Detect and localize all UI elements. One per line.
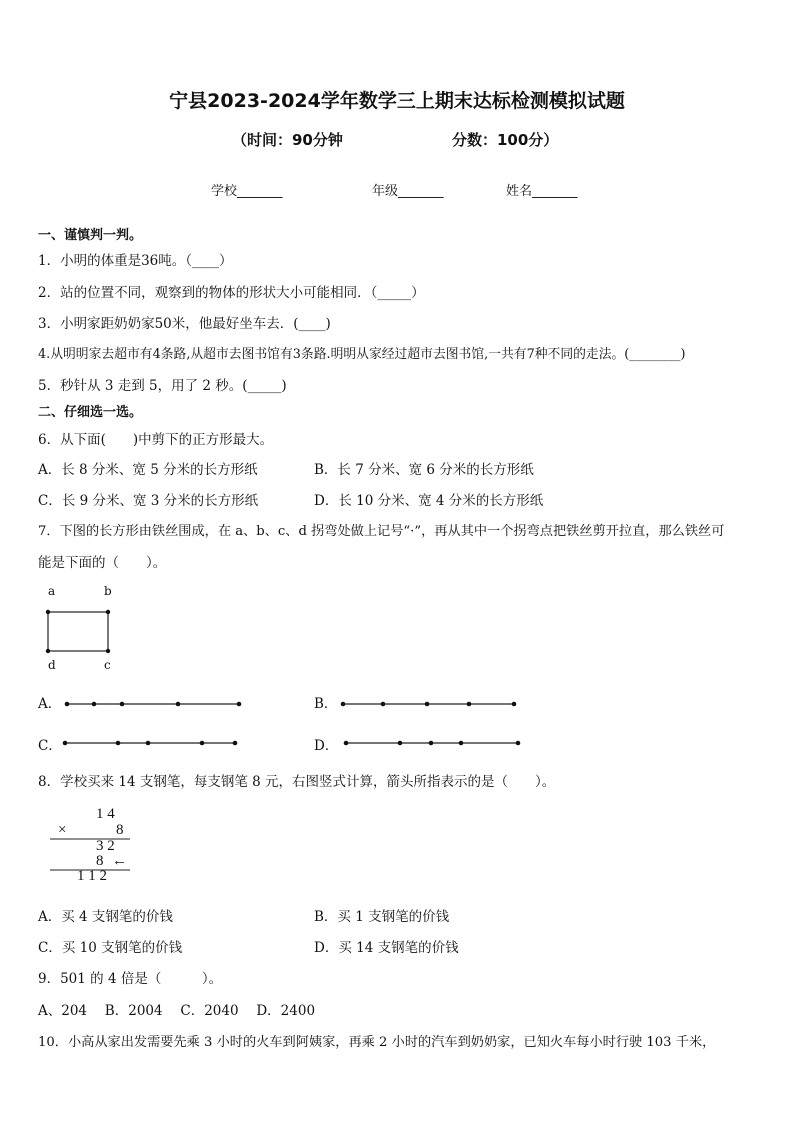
question-2: 2．站的位置不同，观察到的物体的形状大小可能相同．（_____） (38, 285, 425, 301)
q7-option-b-line (340, 699, 520, 709)
q6-option-d: D．长 10 分米、宽 4 分米的长方形纸 (314, 493, 544, 509)
exam-time: （时间：90分钟 (232, 131, 343, 149)
question-3: 3．小明家距奶奶家50米，他最好坐车去．(____) (38, 316, 331, 332)
q8-option-d: D．买 14 支钢笔的价钱 (314, 940, 459, 956)
q6-option-b: B．长 7 分米、宽 6 分米的长方形纸 (314, 462, 534, 478)
page-title: 宁县2023-2024学年数学三上期末达标检测模拟试题 (169, 90, 625, 112)
question-8: 8．学校买来 14 支钢笔，每支钢笔 8 元，右图竖式计算，箭头所指表示的是（ ）。 (38, 774, 556, 790)
q9-options: A、204 B．2004 C．2040 D．2400 (38, 1003, 316, 1019)
q7-option-b-label: B． (314, 696, 338, 712)
section-2-title: 二、仔细选一选。 (38, 405, 143, 420)
q8-option-c: C．买 10 支钢笔的价钱 (38, 940, 183, 956)
label-c: c (104, 658, 111, 672)
question-7-line1: 7．下图的长方形由铁丝围成，在 a、b、c、d 拐弯处做上记号“·”，再从其中一个拐弯点把铁丝剪开拉直，那么铁丝可 (38, 524, 725, 539)
vertical-row-1: 1 4 (96, 806, 115, 822)
q7-option-d-label: D． (314, 738, 339, 754)
question-1: 1．小明的体重是36吨。（____） (38, 253, 233, 269)
vertical-arrow: ← (112, 853, 127, 869)
label-b: b (104, 584, 112, 598)
section-1-title: 一、谨慎判一判。 (38, 228, 143, 243)
question-5: 5．秒针从 3 走到 5，用了 2 秒。(_____) (38, 378, 287, 394)
q8-option-a: A．买 4 支钢笔的价钱 (38, 909, 173, 925)
q7-option-d-line (343, 738, 523, 748)
name-field: 姓名_______ (506, 184, 578, 199)
question-4: 4.从明明家去超市有4条路,从超市去图书馆有3条路.明明从家经过超市去图书馆,一共有7种不同的走法。(________) (38, 347, 686, 362)
q6-option-a: A．长 8 分米、宽 5 分米的长方形纸 (38, 462, 258, 478)
q7-option-c-label: C． (38, 738, 62, 754)
vertical-line-1 (50, 838, 140, 840)
q7-option-a-label: A． (38, 696, 62, 712)
q8-option-b: B．买 1 支钢笔的价钱 (314, 909, 450, 925)
exam-score: 分数：100分） (452, 131, 559, 149)
label-d: d (48, 658, 56, 672)
school-field: 学校_______ (211, 184, 283, 199)
question-7-line2: 能是下面的（ ）。 (38, 555, 167, 571)
grade-field: 年级_______ (372, 184, 444, 199)
vertical-row-2: 8 (116, 822, 124, 838)
q7-option-c-line (62, 738, 242, 748)
vertical-times-sign: × (58, 822, 67, 838)
rectangle-figure (44, 608, 114, 658)
question-9: 9．501 的 4 倍是（ ）。 (38, 971, 223, 987)
q7-option-a-line (64, 699, 244, 709)
vertical-row-5: 1 1 2 (77, 868, 107, 884)
question-10: 10．小高从家出发需要先乘 3 小时的火车到阿姨家，再乘 2 小时的汽车到奶奶家，已知火车每小时行驶 103 千米， (38, 1035, 716, 1050)
vertical-row-3: 3 2 (96, 838, 115, 854)
label-a: a (48, 584, 56, 598)
question-6: 6．从下面( )中剪下的正方形最大。 (38, 432, 274, 448)
q6-option-c: C．长 9 分米、宽 3 分米的长方形纸 (38, 493, 259, 509)
vertical-row-4: 8 (96, 853, 104, 869)
